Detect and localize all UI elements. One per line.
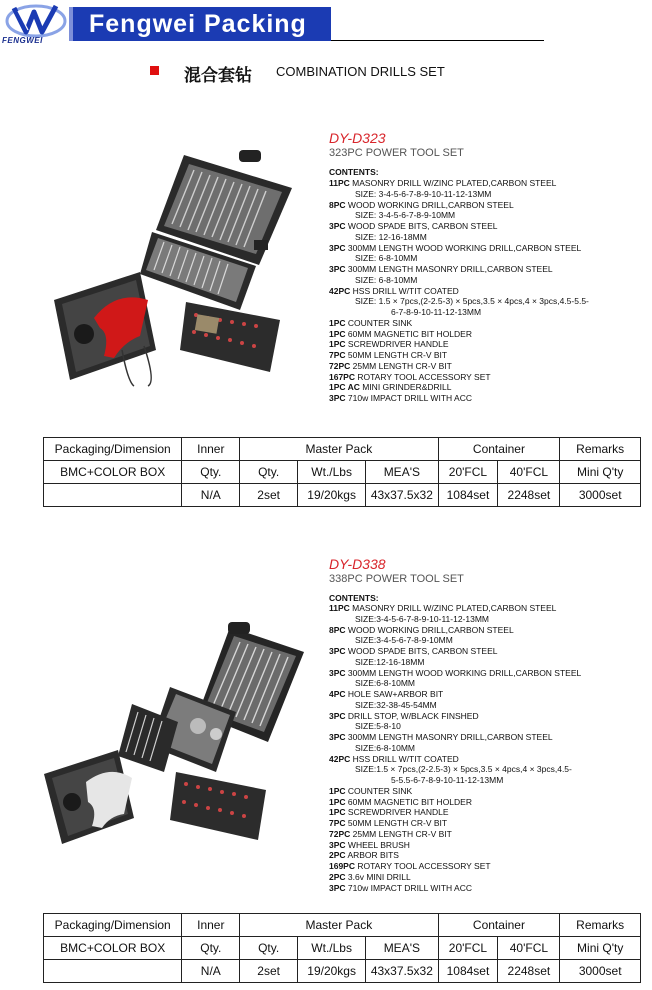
contents-list [329,603,581,893]
contents-line [329,721,581,732]
table-cell: Packaging/Dimension [44,438,182,461]
item-quantity: 3PC [329,710,346,721]
contents-line [329,764,581,775]
item-description: SIZE:5-8-10 [355,721,401,732]
item-description: 25MM LENGTH CR-V BIT [352,828,452,839]
item-quantity: 3PC [329,732,346,742]
contents-line [329,678,581,689]
item-description: 710w IMPACT DRILL WITH ACC [347,882,472,893]
contents-line [329,668,581,679]
item-description: SIZE:6-8-10MM [355,678,415,689]
item-quantity: 3PC [329,393,346,403]
contents-line [329,797,581,808]
item-description: SIZE: 6-8-10MM [355,274,418,285]
item-quantity: 1PC [329,328,346,339]
table-cell: Master Pack [240,438,438,461]
contents-line [329,264,589,275]
contents-line [329,861,581,872]
item-description: SIZE:6-8-10MM [355,742,415,753]
item-quantity: 167PC [329,371,355,382]
item-quantity: 8PC [329,624,346,635]
table-cell: N/A [182,484,240,507]
contents-label: CONTENTS: [329,167,379,177]
table-row [44,914,641,937]
contents-line [329,307,589,318]
item-description: DRILL STOP, W/BLACK FINSHED [347,710,479,721]
table-cell: Container [438,438,560,461]
item-description: HSS DRILL W/TIT COATED [352,285,459,296]
item-quantity: 1PC [329,317,346,328]
item-description: MASONRY DRILL W/ZINC PLATED,CARBON STEEL [352,178,557,188]
item-description: SCREWDRIVER HANDLE [347,339,449,350]
section-title-cn: 混合套钻 [184,66,252,86]
item-description: SIZE:3-4-5-6-7-8-9-10MM [355,635,453,646]
item-description: 3.6v MINI DRILL [347,871,411,882]
contents-line [329,275,589,286]
item-quantity: 3PC [329,646,346,656]
contents-line [329,393,589,404]
item-description: HOLE SAW+ARBOR BIT [347,689,444,699]
item-description: WOOD SPADE BITS, CARBON STEEL [347,221,498,231]
contents-line [329,807,581,818]
item-description: 60MM MAGNETIC BIT HOLDER [347,796,472,807]
product-code: DY-D338 [329,556,386,572]
contents-line [329,382,589,393]
brand-title: Fengwei Packing [69,7,331,41]
table-cell: Qty. [240,461,298,484]
table-cell: Inner [182,438,240,461]
table-row [44,960,641,983]
table-cell: 40'FCL [498,937,560,960]
item-quantity: 3PC [329,839,346,850]
table-cell: BMC+COLOR BOX [44,937,182,960]
item-description: 5-5.5-6-7-8-9-10-11-12-13MM [391,775,504,785]
contents-line [329,253,589,264]
item-quantity: 169PC [329,861,355,871]
item-quantity: 7PC [329,350,346,360]
contents-line [329,178,589,189]
contents-line [329,850,581,861]
section-title-en: COMBINATION DRILLS SET [276,64,445,79]
power-tool-set-case-image [44,150,324,390]
item-description: 50MM LENGTH CR-V BIT [347,350,448,360]
contents-line [329,221,589,232]
table-cell [44,484,182,507]
table-cell: MEA'S [366,937,438,960]
item-description: 300MM LENGTH WOOD WORKING DRILL,CARBON STEEL [347,667,582,678]
contents-line [329,829,581,840]
table-cell: 40'FCL [498,461,560,484]
item-quantity: 72PC [329,828,351,839]
item-quantity: 2PC [329,850,346,861]
item-description: SIZE:12-16-18MM [355,656,425,667]
contents-line [329,603,581,614]
table-cell: Qty. [182,461,240,484]
table-cell: Qty. [240,937,298,960]
item-quantity: 1PC AC [329,382,360,393]
contents-line [329,786,581,797]
contents-label: CONTENTS: [329,593,379,603]
contents-line [329,872,581,883]
contents-line [329,286,589,297]
contents-line [329,318,589,329]
table-cell: 20'FCL [438,461,498,484]
item-description: 710w IMPACT DRILL WITH ACC [347,393,472,403]
header-rule [331,40,544,41]
item-description: SIZE: 3-4-5-6-7-8-9-10-11-12-13MM [355,188,492,199]
contents-line [329,361,589,372]
table-cell: N/A [182,960,240,983]
product-subtitle: 338PC POWER TOOL SET [329,573,464,585]
item-description: WOOD WORKING DRILL,CARBON STEEL [347,624,514,635]
logo-text: FENGWEI [2,36,43,45]
table-cell: 2248set [498,484,560,507]
contents-line [329,625,581,636]
item-description: 300MM LENGTH MASONRY DRILL,CARBON STEEL [347,264,553,274]
contents-line [329,232,589,243]
table-row [44,937,641,960]
contents-line [329,775,581,786]
table-cell: 3000set [560,960,641,983]
item-description: 300MM LENGTH MASONRY DRILL,CARBON STEEL [347,732,553,742]
table-row [44,438,641,461]
item-description: 25MM LENGTH CR-V BIT [352,360,452,371]
spec-table [43,437,641,507]
table-cell: 20'FCL [438,937,498,960]
contents-line [329,646,581,657]
table-cell: 1084set [438,484,498,507]
contents-line [329,689,581,700]
table-cell: 19/20kgs [298,960,366,983]
item-description: COUNTER SINK [347,317,413,328]
item-quantity: 1PC [329,339,346,350]
spec-table [43,913,641,983]
item-quantity: 1PC [329,796,346,807]
contents-list [329,178,589,404]
item-quantity: 2PC [329,871,346,882]
item-description: SIZE: 1.5 × 7pcs,(2-2.5-3) × 5pcs,3.5 × 4pcs,4 × 3pcs,4.5-5.5- [355,296,589,307]
item-description: WOOD SPADE BITS, CARBON STEEL [347,646,498,656]
item-description: HSS DRILL W/TIT COATED [352,753,459,764]
item-description: SCREWDRIVER HANDLE [347,807,449,818]
table-cell: Mini Q'ty [560,937,641,960]
contents-line [329,818,581,829]
item-quantity: 1PC [329,807,346,818]
item-quantity: 3PC [329,667,346,678]
item-quantity: 3PC [329,221,346,231]
table-cell: 43x37.5x32 [366,484,438,507]
item-description: SIZE:3-4-5-6-7-8-9-10-11-12-13MM [355,613,489,624]
item-quantity: 3PC [329,264,346,274]
table-cell: Wt./Lbs [298,937,366,960]
contents-line [329,296,589,307]
contents-line [329,700,581,711]
table-cell: 2248set [498,960,560,983]
table-cell: Remarks [560,914,641,937]
table-cell: Inner [182,914,240,937]
item-quantity: 4PC [329,689,346,699]
table-cell: 1084set [438,960,498,983]
item-description: ARBOR BITS [347,850,399,861]
table-cell: Mini Q'ty [560,461,641,484]
item-quantity: 11PC [329,178,350,188]
item-quantity: 42PC [329,753,351,764]
item-quantity: 7PC [329,818,346,828]
table-cell: Master Pack [240,914,438,937]
contents-line [329,754,581,765]
table-row [44,461,641,484]
item-description: SIZE: 6-8-10MM [355,253,418,264]
item-description: ROTARY TOOL ACCESSORY SET [357,371,491,382]
contents-line [329,200,589,211]
table-cell: Wt./Lbs [298,461,366,484]
item-description: ROTARY TOOL ACCESSORY SET [357,861,491,871]
item-description: 300MM LENGTH WOOD WORKING DRILL,CARBON STEEL [347,242,582,253]
contents-line [329,350,589,361]
contents-line [329,883,581,894]
power-tool-set-case-image [40,622,320,854]
table-cell: Remarks [560,438,641,461]
contents-line [329,840,581,851]
table-cell: 3000set [560,484,641,507]
item-description: 50MM LENGTH CR-V BIT [347,818,448,828]
item-description: SIZE: 12-16-18MM [355,231,427,242]
table-cell: MEA'S [366,461,438,484]
item-description: SIZE: 3-4-5-6-7-8-9-10MM [355,210,456,221]
contents-line [329,732,581,743]
contents-line [329,372,589,383]
item-quantity: 11PC [329,603,350,613]
section-bullet [150,66,159,75]
item-description: SIZE:1.5 × 7pcs,(2-2.5-3) × 5pcs,3.5 × 4pcs,4 × 3pcs,4.5- [355,764,572,775]
item-description: 60MM MAGNETIC BIT HOLDER [347,328,472,339]
item-quantity: 3PC [329,882,346,893]
contents-line [329,711,581,722]
item-description: SIZE:32-38-45-54MM [355,699,437,710]
table-cell: Packaging/Dimension [44,914,182,937]
item-description: MASONRY DRILL W/ZINC PLATED,CARBON STEEL [352,603,557,613]
contents-line [329,743,581,754]
item-description: WOOD WORKING DRILL,CARBON STEEL [347,199,514,210]
contents-line [329,189,589,200]
item-description: COUNTER SINK [347,785,413,796]
item-quantity: 72PC [329,360,351,371]
item-quantity: 42PC [329,285,351,296]
item-description: MINI GRINDER&DRILL [362,382,452,393]
table-cell: 2set [240,960,298,983]
contents-line [329,614,581,625]
item-description: WHEEL BRUSH [347,839,410,850]
contents-line [329,329,589,340]
table-cell [44,960,182,983]
table-row [44,484,641,507]
table-cell: BMC+COLOR BOX [44,461,182,484]
item-quantity: 3PC [329,242,346,253]
product-code: DY-D323 [329,130,386,146]
contents-line [329,657,581,668]
item-description: 6-7-8-9-10-11-12-13MM [391,307,482,317]
contents-line [329,243,589,254]
contents-line [329,210,589,221]
item-quantity: 1PC [329,785,346,796]
table-cell: 19/20kgs [298,484,366,507]
contents-line [329,339,589,350]
item-quantity: 8PC [329,199,346,210]
contents-line [329,635,581,646]
table-cell: 2set [240,484,298,507]
table-cell: Container [438,914,560,937]
table-cell: Qty. [182,937,240,960]
table-cell: 43x37.5x32 [366,960,438,983]
product-subtitle: 323PC POWER TOOL SET [329,147,464,159]
